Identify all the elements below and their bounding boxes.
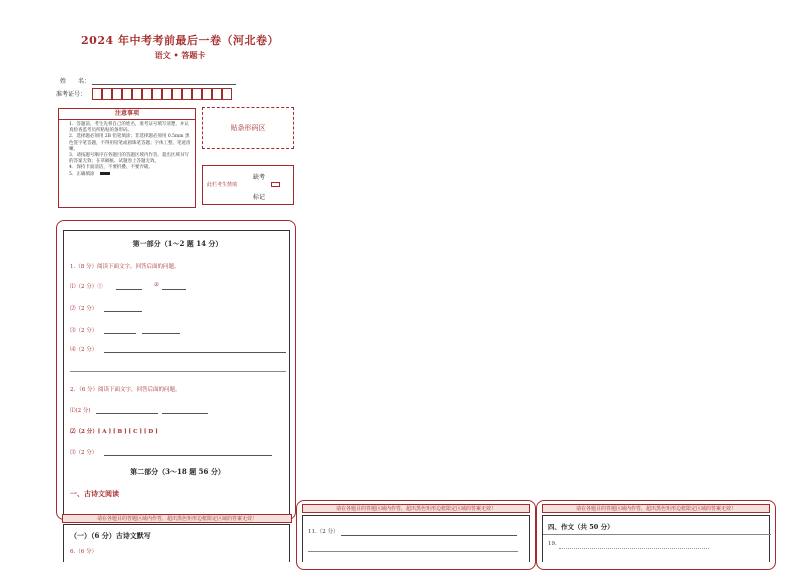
- name-label: 姓 名：: [60, 78, 91, 85]
- absent-checkbox[interactable]: [271, 182, 280, 187]
- q2-1-answer-a[interactable]: [96, 413, 158, 414]
- id-box[interactable]: [182, 88, 192, 100]
- filled-mark-icon: [100, 172, 110, 175]
- notice-item: 2．选择题必须用 2B 铅笔填涂；非选择题必须用 0.5mm 黑色签字笔答题，不得用铅笔或圆珠笔答题；字体工整、笔迹清晰。: [69, 134, 191, 152]
- sub1-answer-area: [63, 524, 290, 562]
- notice-list: [59, 122, 195, 178]
- id-box[interactable]: [122, 88, 132, 100]
- q1-2-answer[interactable]: [104, 311, 142, 312]
- q19-label: 19.: [548, 541, 557, 547]
- notice-fill-label: 5．正确填涂: [69, 171, 95, 177]
- id-box[interactable]: [152, 88, 162, 100]
- absent-mark-label: 标记: [253, 194, 266, 201]
- part1-answer-area: [63, 230, 290, 515]
- part1-title: 第一部分（1～2 题 14 分）: [132, 239, 223, 248]
- id-box[interactable]: [222, 88, 232, 100]
- id-box[interactable]: [142, 88, 152, 100]
- absent-box: [202, 165, 294, 205]
- q2-1-label: ⑴(2 分): [70, 408, 91, 414]
- id-box[interactable]: [172, 88, 182, 100]
- q1-3-answer-a[interactable]: [104, 333, 136, 334]
- q1-4-answer-line2[interactable]: [70, 371, 286, 372]
- id-box[interactable]: [112, 88, 122, 100]
- id-box[interactable]: [92, 88, 102, 100]
- q1-2-label: ⑵（2 分）: [70, 306, 98, 312]
- absent-note: 此栏考生禁填: [207, 182, 238, 188]
- section1-title: 一、古诗文阅读: [70, 489, 119, 498]
- q1-1-label: ⑴（2 分）①: [70, 284, 103, 290]
- sheet-subtitle: 语文 • 答题卡: [154, 50, 206, 60]
- q6-label: 6.（6 分）: [70, 549, 97, 555]
- q11-label: 11.（2 分）: [308, 529, 339, 535]
- name-field[interactable]: [92, 84, 236, 85]
- warning-banner: 请在各题目的答题区域内作答，超出黑色矩形边框限定区域的答案无效！: [62, 514, 292, 523]
- notice-item: 4．保持卡面清洁，不要折叠、不要弄破。: [69, 165, 153, 171]
- absent-label: 缺考: [253, 174, 266, 181]
- col3-answer-area: [542, 515, 770, 562]
- id-boxes[interactable]: [92, 88, 242, 100]
- section4-divider: [543, 534, 771, 535]
- q2-2-choices[interactable]: ⑵（2 分）[ A ] [ B ] [ C ] [ D ]: [70, 429, 158, 435]
- id-box[interactable]: [162, 88, 172, 100]
- col3-warning-banner: 请在各题目的答题区域内作答，超出黑色矩形边框限定区域的答案无效！: [542, 504, 770, 513]
- notice-item-fill: [69, 172, 191, 178]
- barcode-area: 贴条形码区: [202, 107, 294, 149]
- id-box[interactable]: [192, 88, 202, 100]
- notice-item: 1．答题前，考生先将自己的姓名，准考证号填写清楚，并认真检查监考员所粘贴的条形码。: [69, 122, 189, 134]
- q1-3-label: ⑶（2 分）: [70, 328, 98, 334]
- q1-1-answer-a[interactable]: [116, 289, 142, 290]
- q2-1-answer-b[interactable]: [162, 413, 208, 414]
- q1-4-answer-line1[interactable]: [104, 352, 286, 353]
- q1-1b-label: ②: [154, 282, 159, 288]
- notice-title: 注意事项: [59, 109, 195, 120]
- col2-warning-banner: 请在各题目的答题区域内作答，超出黑色矩形边框限定区域的答案无效！: [302, 504, 530, 513]
- q1-3-answer-b[interactable]: [142, 333, 180, 334]
- q1-prompt: 1.（8 分）阅读下面文字，回答后面的问题。: [70, 264, 180, 270]
- id-box[interactable]: [132, 88, 142, 100]
- q1-1-answer-b[interactable]: [162, 289, 186, 290]
- id-box[interactable]: [202, 88, 212, 100]
- id-box[interactable]: [102, 88, 112, 100]
- section4-title: 四、作文（共 50 分）: [548, 523, 614, 531]
- id-label: 准考证号：: [56, 91, 87, 98]
- notice-box: [58, 108, 196, 208]
- id-box[interactable]: [212, 88, 222, 100]
- notice-item: 3．请按题号顺序在各题目的答题区域内作答，超出区域书写的答案无效；在草稿纸、试题卷上答题无效。: [69, 153, 189, 165]
- q11-answer-line1[interactable]: [341, 535, 517, 536]
- q2-3-answer[interactable]: [104, 455, 272, 456]
- q2-3-label: ⑶（2 分）: [70, 450, 98, 456]
- sheet-title: 2024 年中考考前最后一卷（河北卷）: [81, 34, 279, 47]
- q19-essay-line[interactable]: [559, 548, 709, 549]
- sub1-title: （一）（6 分）古诗文默写: [70, 531, 151, 540]
- q11-answer-line2[interactable]: [308, 551, 518, 552]
- q2-prompt: 2．（6 分）阅读下面文字，回答后面的问题。: [70, 387, 181, 393]
- q1-4-label: ⑷（2 分）: [70, 347, 98, 353]
- col2-answer-area: [302, 515, 530, 562]
- part2-title: 第二部分（3～18 题 56 分）: [130, 467, 225, 476]
